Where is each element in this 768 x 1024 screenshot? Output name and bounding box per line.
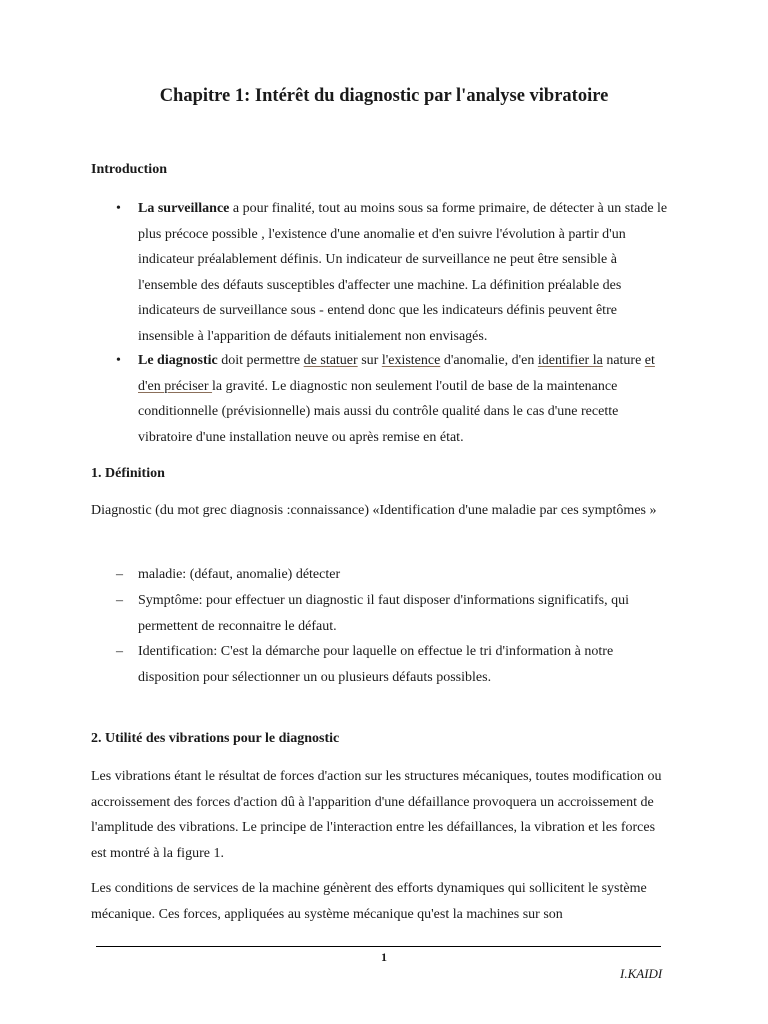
chapter-title: Chapitre 1: Intérêt du diagnostic par l'analyse vibratoire [159,86,609,106]
bullet-icon: • [116,353,121,368]
underlined-text: et [644,353,655,368]
surveillance-text: a pour finalité, tout au moins sous sa forme primaire, de détecter à un stade le plus précoce possible , l'existence d'une anomalie et d'en suivre l'évolution à partir d'un indicateur préalablement définis. Un indicateur de surveillance ne peut être sensible à l'ensemble des défauts susceptibles d'affecter une machine. La définition préalable des indicateurs de surveillance sous - entend donc que les indicateurs définis peuvent être insensible à l'apparition de défauts initialement non envisagés. [138,201,668,344]
diagnostic-text: la gravité. Le diagnostic non seulement l'outil de base de la maintenance conditionnelle (prévisionnelle) mais aussi du contrôle qualité dans le cas d'une recette vibratoire d'une installation neuve ou après remise en état. [138,378,619,445]
diagnostic-text: doit permettre [217,353,304,368]
page-number: 1 [381,950,387,964]
surveillance-paragraph [138,196,672,349]
definition-heading: 1. Définition [91,466,165,481]
definition-list-item: maladie: (défaut, anomalie) détecter [138,567,341,582]
diagnostic-term: Le diagnostic [138,353,218,368]
surveillance-term: La surveillance [138,201,230,216]
introduction-heading: Introduction [91,162,167,177]
underlined-text: identifier la [537,353,603,368]
underlined-text: l'existence [381,353,441,368]
underlined-text: de statuer [303,353,358,368]
footer-author: I.KAIDI [620,966,663,981]
definition-list-item: Identification: C'est la démarche pour laquelle on effectue le tri d'information à notre disposition pour sélectionner un ou plusieurs défauts possibles. [138,644,614,685]
diagnostic-text: nature [602,353,645,368]
dash-icon: – [116,593,123,608]
definition-list-item: Symptôme: pour effectuer un diagnostic il faut disposer d'informations significatifs, qui permettent de reconnaitre le défaut. [138,593,630,634]
utilite-heading: 2. Utilité des vibrations pour le diagnostic [91,731,340,746]
dash-icon: – [116,644,123,659]
utilite-paragraph-2: Les conditions de services de la machine génèrent des efforts dynamiques qui sollicitent le système mécanique. Ces forces, appliquées au système mécanique qu'est la machines sur son [91,881,647,922]
diagnostic-text: d'anomalie, d'en [440,353,538,368]
definition-paragraph: Diagnostic (du mot grec diagnosis :connaissance) «Identification d'une maladie par ces symptômes » [91,503,657,518]
dash-icon: – [116,567,123,582]
diagnostic-text: sur [357,353,382,368]
underlined-text: d'en préciser [138,378,213,394]
footer-divider [96,946,661,947]
diagnostic-paragraph [138,348,672,450]
bullet-icon: • [116,201,121,216]
utilite-paragraph-1: Les vibrations étant le résultat de forces d'action sur les structures mécaniques, toutes modification ou accroissement des forces d'action dû à l'apparition d'une défaillance provoquera un accroissement de l'amplitude des vibrations. Le principe de l'interaction entre les défaillances, la vibration et les forces est montré à la figure 1. [91,769,662,861]
